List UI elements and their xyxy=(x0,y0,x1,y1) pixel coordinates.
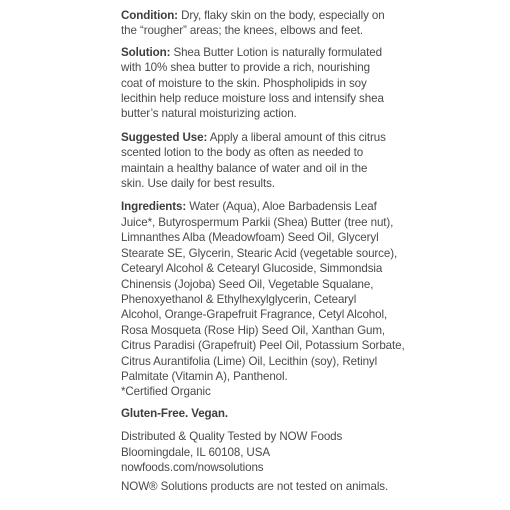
solution-text: lecithin help reduce moisture loss and intensify shea xyxy=(121,92,384,106)
ingredients-heading: Ingredients: xyxy=(121,200,187,214)
distributor-website: nowfoods.com/nowsolutions xyxy=(121,460,264,474)
ingredients-text: Chinensis (Jojoba) Seed Oil, Vegetable Squalane, xyxy=(121,277,374,291)
product-label-panel xyxy=(121,8,405,495)
distributor-line: Distributed & Quality Tested by NOW Foods xyxy=(121,430,343,444)
suggested-use-text: Apply a liberal amount of this citrus xyxy=(207,130,386,144)
ingredients-text: Stearate SE, Glycerin, Stearic Acid (vegetable source), xyxy=(121,246,398,260)
suggested-use-section xyxy=(121,130,396,192)
condition-text: Dry, flaky skin on the body, especially on xyxy=(177,9,385,22)
suggested-use-text: scented lotion to the body as often as needed to xyxy=(121,146,364,160)
ingredients-line-1 xyxy=(121,199,396,214)
solution-line-1 xyxy=(121,45,396,60)
condition-line-1 xyxy=(121,8,396,23)
suggested-use-text: maintain a healthy balance of water and oil in the xyxy=(121,161,368,175)
gluten-free-vegan-claim: Gluten-Free. Vegan. xyxy=(121,406,228,420)
condition-text: the “rougher” areas; the knees, elbows and feet. xyxy=(121,24,364,38)
ingredients-text: Citrus Paradisi (Grapefruit) Peel Oil, Potassium Sorbate, xyxy=(121,339,405,353)
solution-text: butter’s natural moisturizing action. xyxy=(121,107,297,121)
distributor-address: Bloomingdale, IL 60108, USA xyxy=(121,445,270,459)
solution-text: Shea Butter Lotion is naturally formulated xyxy=(170,45,382,59)
ingredients-text: Citrus Aurantifolia (Lime) Oil, Lecithin (soy), Retinyl xyxy=(121,354,378,368)
ingredients-text: Juice*, Butyrospermum Parkii (Shea) Butter (tree nut), xyxy=(121,215,394,229)
animal-testing-note: NOW® Solutions products are not tested on animals. xyxy=(121,480,389,494)
solution-section xyxy=(121,45,396,122)
certified-organic-note: *Certified Organic xyxy=(121,385,211,399)
distributor-block xyxy=(121,429,396,475)
ingredients-text: Cetearyl Alcohol & Cetearyl Glucoside, Simmondsia xyxy=(121,262,383,276)
ingredients-text: Palmitate (Vitamin A), Panthenol. xyxy=(121,369,288,383)
suggested-use-text: skin. Use daily for best results. xyxy=(121,177,275,191)
suggested-use-line-1 xyxy=(121,130,396,145)
solution-text: with 10% shea butter to provide a rich, nourishing xyxy=(121,61,370,75)
ingredients-section xyxy=(121,199,405,384)
condition-heading: Condition: xyxy=(121,9,178,22)
ingredients-text: Water (Aqua), Aloe Barbadensis Leaf xyxy=(186,200,377,214)
solution-heading: Solution: xyxy=(121,45,171,59)
condition-section xyxy=(121,8,396,39)
solution-text: coat of moisture to the skin. Phospholipids in soy xyxy=(121,76,367,90)
ingredients-text: Rosa Mosqueta (Rose Hip) Seed Oil, Xanthan Gum, xyxy=(121,323,386,337)
ingredients-text: Phenoxyethanol & Ethylhexylglycerin, Cetearyl xyxy=(121,292,357,306)
ingredients-text: Alcohol, Orange-Grapefruit Fragrance, Cetyl Alcohol, xyxy=(121,308,388,322)
suggested-use-heading: Suggested Use: xyxy=(121,130,208,144)
ingredients-text: Limnanthes Alba (Meadowfoam) Seed Oil, Glyceryl xyxy=(121,231,379,245)
